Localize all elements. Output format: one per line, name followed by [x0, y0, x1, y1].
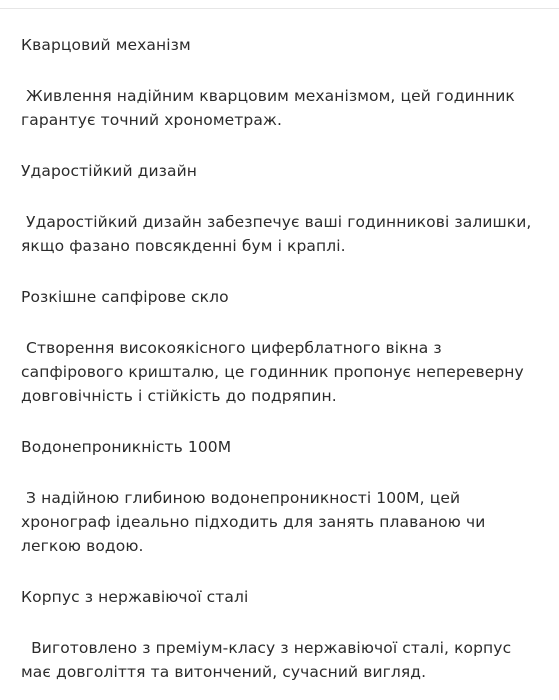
feature-section-steel-case — [21, 586, 546, 684]
feature-section-shockproof — [21, 160, 546, 258]
feature-title: Корпус з нержавіючої сталі — [21, 588, 249, 606]
feature-text: Ударостійкий дизайн забезпечує ваші годинникові залишки, якщо фазано повсякденні бум і краплі. — [21, 213, 537, 255]
feature-title: Кварцовий механізм — [21, 36, 191, 54]
feature-text: Виготовлено з преміум-класу з нержавіючої сталі, корпус має довголіття та витончений, сучасний вигляд. — [21, 639, 517, 681]
feature-text: З надійною глибиною водонепроникності 100М, цей хронограф ідеально підходить для занять плаваною чи легкою водою. — [21, 489, 491, 555]
feature-title: Водонепроникність 100М — [21, 438, 232, 456]
feature-title: Розкішне сапфірове скло — [21, 288, 229, 306]
top-divider — [0, 0, 559, 9]
feature-title: Ударостійкий дизайн — [21, 162, 197, 180]
feature-section-quartz — [21, 34, 546, 132]
feature-text: Живлення надійним кварцовим механізмом, цей годинник гарантує точний хронометраж. — [21, 87, 520, 129]
product-description — [21, 22, 546, 684]
feature-section-waterproof — [21, 436, 546, 558]
feature-text: Створення високоякісного циферблатного вікна з сапфірового кришталю, це годинник пропонує непереверну довговічність і стійкість до подряпин. — [21, 339, 529, 405]
feature-section-sapphire — [21, 286, 546, 408]
